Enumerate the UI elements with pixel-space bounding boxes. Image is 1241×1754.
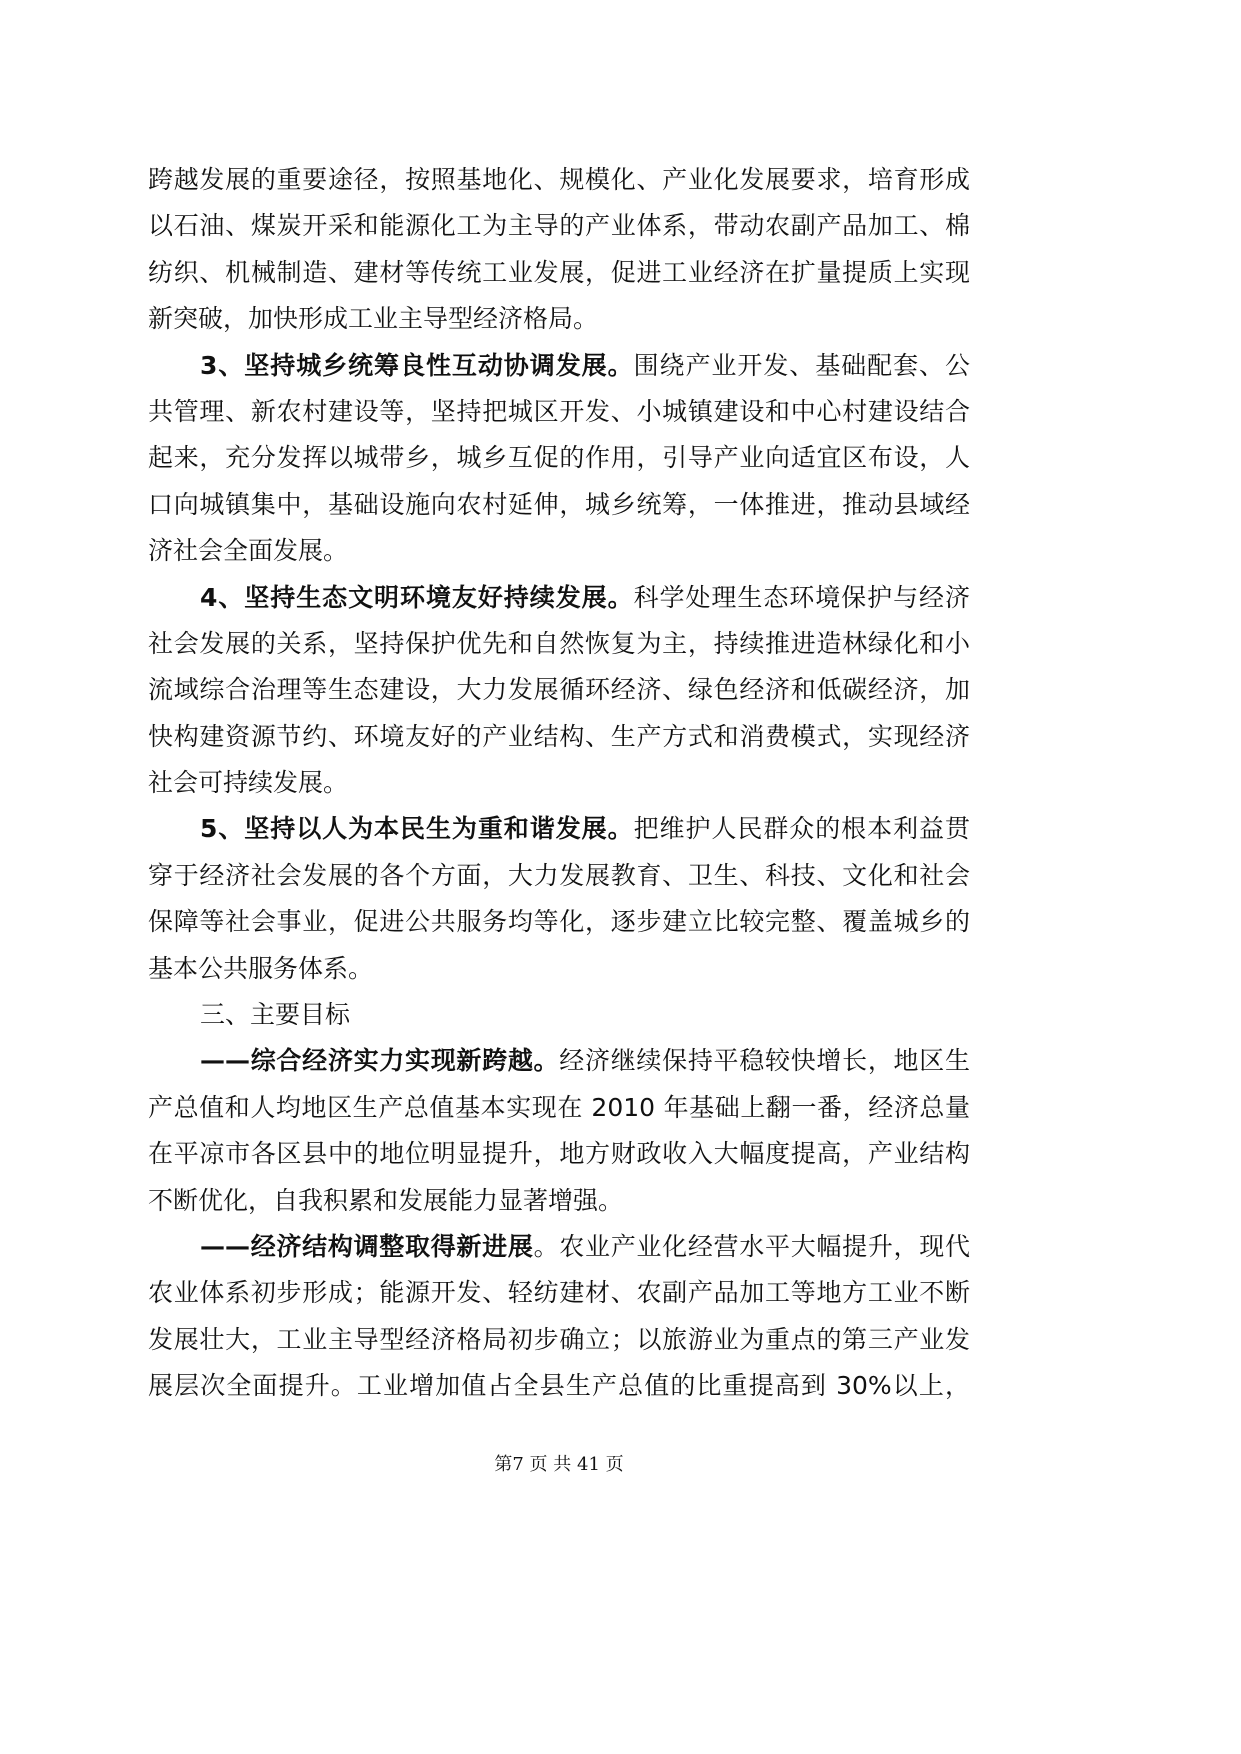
paragraph-line: 在平凉市各区县中的地位明显提升，地方财政收入大幅度提高，产业结构: [148, 1139, 970, 1169]
paragraph-line: 不断优化，自我积累和发展能力显著增强。: [148, 1185, 624, 1215]
section-heading: 三、主要目标: [200, 1000, 351, 1030]
paragraph: [148, 343, 970, 575]
document-page: [148, 157, 970, 1410]
paragraph-line: 跨越发展的重要途径，按照基地化、规模化、产业化发展要求，培育形成: [148, 165, 970, 194]
paragraph-lead: 4、坚持生态文明环境友好持续发展。: [200, 582, 634, 612]
paragraph-line: 济社会全面发展。: [148, 536, 349, 566]
paragraph: [148, 806, 970, 992]
paragraph-lead: ——综合经济实力实现新跨越。: [200, 1046, 560, 1076]
paragraph-lead: 3、坚持城乡统筹良性互动协调发展。: [200, 350, 634, 380]
paragraph-line: 展层次全面提升。工业增加值占全县生产总值的比重提高到 30%以上，: [148, 1371, 970, 1401]
paragraph-text: 经济继续保持平稳较快增长，地区生: [559, 1046, 970, 1076]
paragraph-line: 共管理、新农村建设等，坚持把城区开发、小城镇建设和中心村建设结合: [148, 396, 970, 426]
paragraph: [148, 1224, 970, 1410]
paragraph-line: 快构建资源节约、环境友好的产业结构、生产方式和消费模式，实现经济: [148, 721, 970, 751]
paragraph: [148, 157, 970, 343]
paragraph-line: [148, 343, 970, 389]
paragraph-line: 农业体系初步形成；能源开发、轻纺建材、农副产品加工等地方工业不断: [148, 1278, 970, 1308]
paragraph-line: 新突破，加快形成工业主导型经济格局。: [148, 304, 599, 334]
paragraph-line: 口向城镇集中，基础设施向农村延伸，城乡统筹，一体推进，推动县域经: [148, 489, 970, 519]
paragraph-line: 穿于经济社会发展的各个方面，大力发展教育、卫生、科技、文化和社会: [148, 860, 970, 890]
paragraph-line: 起来，充分发挥以城带乡，城乡互促的作用，引导产业向适宜区布设，人: [148, 443, 970, 473]
paragraph-line: 产总值和人均地区生产总值基本实现在 2010 年基础上翻一番，经济总量: [148, 1092, 970, 1122]
paragraph-lead: 5、坚持以人为本民生为重和谐发展。: [200, 814, 634, 844]
paragraph-text: 。农业产业化经营水平大幅提升，现代: [533, 1231, 970, 1261]
paragraph: [148, 1038, 970, 1224]
paragraph-line: 社会发展的关系，坚持保护优先和自然恢复为主，持续推进造林绿化和小: [148, 628, 970, 658]
paragraph-line: 基本公共服务体系。: [148, 953, 374, 983]
paragraph-text: 把维护人民群众的根本利益贯: [633, 814, 970, 844]
paragraph-line: 以石油、煤炭开采和能源化工为主导的产业体系，带动农副产品加工、棉: [148, 211, 970, 241]
paragraph-line: 保障等社会事业，促进公共服务均等化，逐步建立比较完整、覆盖城乡的: [148, 907, 970, 937]
paragraph-line: [148, 1038, 970, 1084]
paragraph-lead: ——经济结构调整取得新进展: [200, 1231, 534, 1261]
paragraph-text: 围绕产业开发、基础配套、公: [633, 350, 970, 380]
paragraph-line: 社会可持续发展。: [148, 768, 349, 798]
page-number-footer: 第7 页 共 41 页: [494, 1454, 624, 1475]
paragraph-line: 流域综合治理等生态建设，大力发展循环经济、绿色经济和低碳经济，加: [148, 675, 970, 705]
paragraph-text: 科学处理生态环境保护与经济: [633, 582, 970, 612]
paragraph-line: [148, 1224, 970, 1270]
paragraph-line: 纺织、机械制造、建材等传统工业发展，促进工业经济在扩量提质上实现: [148, 257, 970, 287]
paragraph-line: [148, 806, 970, 852]
paragraph-line: 发展壮大，工业主导型经济格局初步确立；以旅游业为重点的第三产业发: [148, 1324, 970, 1354]
paragraph: [148, 575, 970, 807]
paragraph-line: [148, 575, 970, 621]
